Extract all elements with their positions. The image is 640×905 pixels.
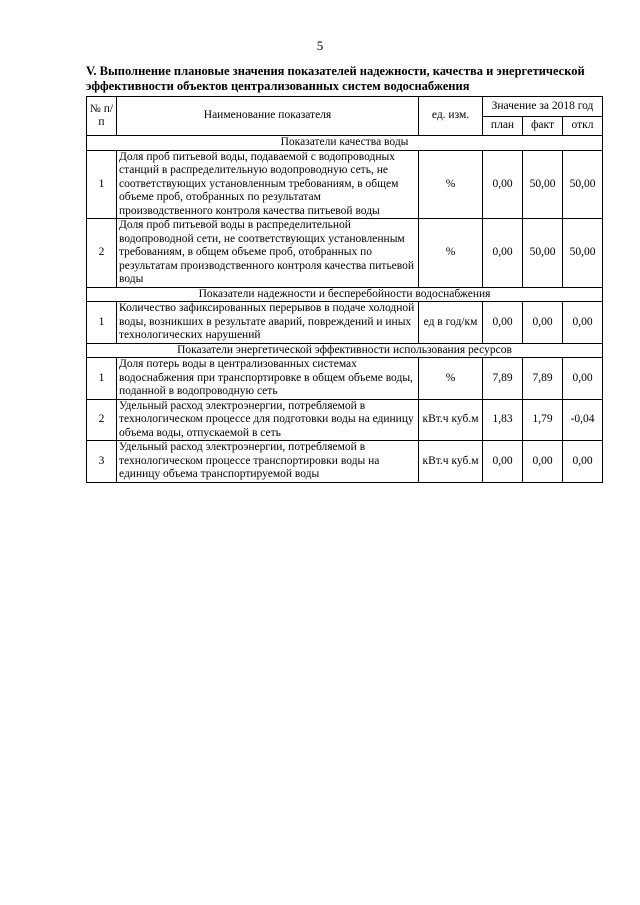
- section-row: [87, 287, 603, 302]
- section-title-reliability: Показатели надежности и бесперебойности водоснабжения: [87, 287, 603, 302]
- table-row: [87, 399, 603, 441]
- row-num: 1: [87, 302, 117, 344]
- section-row: [87, 343, 603, 358]
- row-num: 3: [87, 441, 117, 483]
- row-fact: 50,00: [523, 219, 563, 288]
- row-name: Удельный расход электроэнергии, потребляемой в технологическом процессе транспортировки воды на единицу объема транспортируемой воды: [117, 441, 419, 483]
- row-name: Доля проб питьевой воды, подаваемой с водопроводных станций в распределительную водопроводную сеть, не соответствующих установленным требованиям, в общем объеме проб, отобранных по результатам производственного контроля качества питьевой воды: [117, 150, 419, 219]
- row-num: 1: [87, 358, 117, 400]
- section-title-quality: Показатели качества воды: [87, 136, 603, 151]
- row-dev: 0,00: [563, 358, 603, 400]
- row-plan: 0,00: [483, 302, 523, 344]
- row-fact: 0,00: [523, 302, 563, 344]
- row-dev: 50,00: [563, 150, 603, 219]
- section-title: V. Выполнение плановые значения показателей надежности, качества и энергетической эффективности объектов централизованных систем водоснабжения: [86, 64, 585, 93]
- row-plan: 7,89: [483, 358, 523, 400]
- section-title-energy: Показатели энергетической эффективности использования ресурсов: [87, 343, 603, 358]
- row-name: Количество зафиксированных перерывов в подаче холодной воды, возникших в результате аварий, повреждений и иных технологических нарушений: [117, 302, 419, 344]
- row-dev: 50,00: [563, 219, 603, 288]
- table-row: [87, 358, 603, 400]
- table-row: [87, 441, 603, 483]
- row-unit: ед в год/км: [419, 302, 483, 344]
- row-num: 1: [87, 150, 117, 219]
- row-plan: 0,00: [483, 219, 523, 288]
- row-name: Доля проб питьевой воды в распределительной водопроводной сети, не соответствующих установленным требованиям, в общем объеме проб, отобранных по результатам производственного контроля качества питьевой воды: [117, 219, 419, 288]
- indicators-table: [86, 96, 603, 483]
- header-plan: план: [483, 116, 523, 136]
- table-row: [87, 302, 603, 344]
- section-row: [87, 136, 603, 151]
- header-name: Наименование показателя: [117, 97, 419, 136]
- row-fact: 7,89: [523, 358, 563, 400]
- row-fact: 0,00: [523, 441, 563, 483]
- table-row: [87, 150, 603, 219]
- row-plan: 0,00: [483, 150, 523, 219]
- page-number: 5: [316, 38, 324, 53]
- row-num: 2: [87, 219, 117, 288]
- row-fact: 50,00: [523, 150, 563, 219]
- row-name: Удельный расход электроэнергии, потребляемой в технологическом процессе для подготовки воды на единицу объема воды, отпускаемой в сеть: [117, 399, 419, 441]
- row-unit: %: [419, 150, 483, 219]
- row-dev: -0,04: [563, 399, 603, 441]
- row-plan: 1,83: [483, 399, 523, 441]
- header-fact: факт: [523, 116, 563, 136]
- table-row: [87, 219, 603, 288]
- row-plan: 0,00: [483, 441, 523, 483]
- row-num: 2: [87, 399, 117, 441]
- header-unit: ед. изм.: [419, 97, 483, 136]
- row-name: Доля потерь воды в централизованных системах водоснабжения при транспортировке в общем объеме воды, поданной в водопроводную сеть: [117, 358, 419, 400]
- header-value-group: Значение за 2018 год: [483, 97, 603, 117]
- row-fact: 1,79: [523, 399, 563, 441]
- header-num: № п/п: [87, 97, 117, 136]
- row-dev: 0,00: [563, 302, 603, 344]
- row-unit: %: [419, 358, 483, 400]
- header-dev: откл: [563, 116, 603, 136]
- row-dev: 0,00: [563, 441, 603, 483]
- row-unit: кВт.ч куб.м: [419, 399, 483, 441]
- row-unit: %: [419, 219, 483, 288]
- row-unit: кВт.ч куб.м: [419, 441, 483, 483]
